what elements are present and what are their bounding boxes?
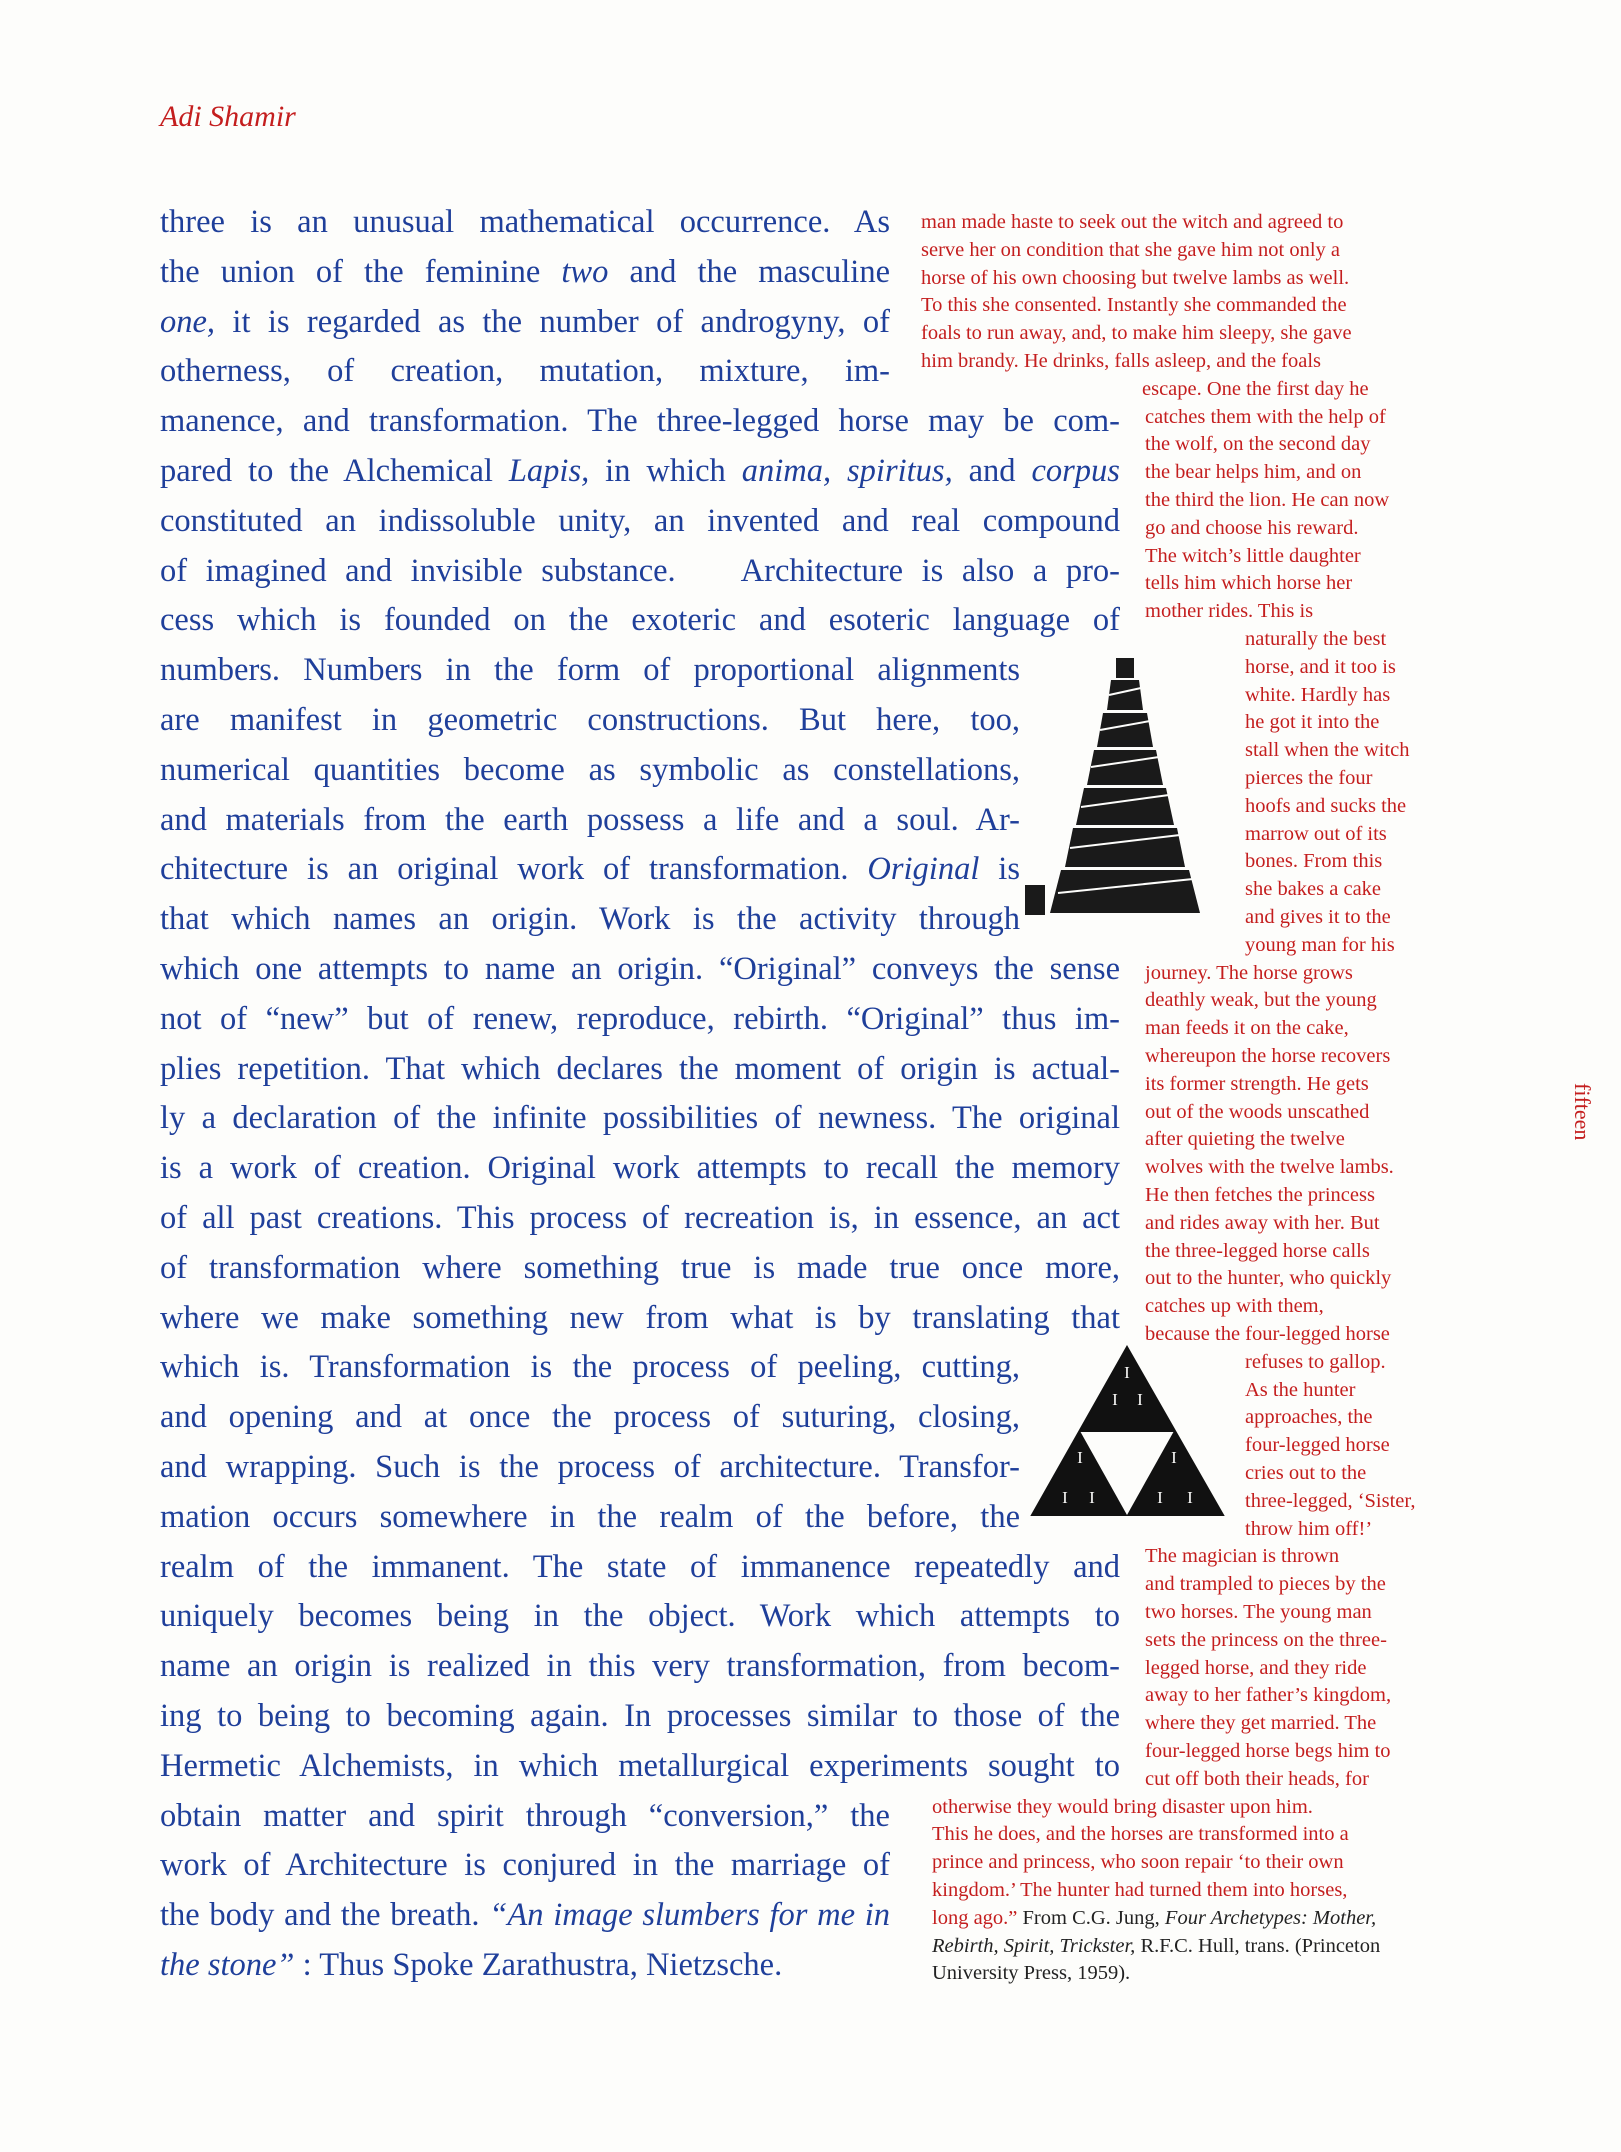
side-text-line: naturally the best — [1245, 628, 1387, 650]
triangle-label: I — [1089, 1488, 1095, 1507]
triangle-label: I — [1077, 1448, 1083, 1467]
main-text-line: numbers. Numbers in the form of proportional alignments — [160, 652, 1020, 689]
side-text-line: marrow out of its — [1245, 822, 1387, 845]
spiral-tower-illustration — [1025, 655, 1225, 925]
main-text-line: of imagined and invisible substance. Architecture is also a pro- — [160, 552, 1120, 589]
side-text-line: and trampled to pieces by the — [1145, 1573, 1386, 1596]
side-text-line: horse of his own choosing but twelve lambs as well. — [921, 266, 1350, 289]
main-text-line: plies repetition. That which declares the moment of origin is actual- — [160, 1050, 1120, 1087]
side-text-line: out of the woods unscathed — [1145, 1100, 1370, 1123]
triangle-label: I — [1112, 1390, 1118, 1409]
main-text-line: which is. Transformation is the process of peeling, cutting, — [160, 1349, 1020, 1386]
main-text-line: mation occurs somewhere in the realm of the before, the — [160, 1498, 1020, 1535]
side-text-line: University Press, 1959). — [932, 1962, 1131, 1985]
side-text-line: pierces the four — [1245, 767, 1373, 789]
page-label: fifteen — [1570, 1083, 1595, 1141]
main-text-line: the body and the breath. “An image slumbers for me in — [160, 1897, 890, 1934]
side-text-line: man made haste to seek out the witch and agreed to — [921, 211, 1344, 233]
triangle-label: I — [1137, 1390, 1143, 1409]
main-text-line: and opening and at once the process of suturing, closing, — [160, 1399, 1020, 1436]
side-text-line: man feeds it on the cake, — [1145, 1017, 1349, 1040]
side-text-line: four-legged horse — [1245, 1434, 1390, 1457]
side-text-line: journey. The horse grows — [1145, 961, 1353, 984]
main-text-line: is a work of creation. Original work attempts to recall the memory — [160, 1150, 1120, 1187]
triangle-label: I — [1187, 1488, 1193, 1507]
side-text-line: where they get married. The — [1145, 1712, 1377, 1735]
side-text-line: young man for his — [1245, 933, 1395, 956]
side-text-line: after quieting the twelve — [1145, 1128, 1345, 1151]
side-text-line: she bakes a cake — [1245, 878, 1382, 901]
side-text-line: deathly weak, but the young — [1145, 989, 1377, 1012]
side-text-line: catches them with the help of — [1145, 405, 1386, 428]
side-text-line: him brandy. He drinks, falls asleep, and the foals — [921, 350, 1322, 372]
main-text-line: of transformation where something true is made true once more, — [160, 1249, 1120, 1286]
main-text-line: of all past creations. This process of recreation is, in essence, an act — [160, 1200, 1120, 1236]
main-text-line: that which names an origin. Work is the activity through — [160, 901, 1020, 938]
main-text-line: ing to being to becoming again. In processes similar to those of the — [160, 1698, 1120, 1734]
main-text-line: chitecture is an original work of transformation. Original is — [160, 851, 1020, 888]
side-text-line: kingdom.’ The hunter had turned them into horses, — [932, 1879, 1348, 1901]
side-text-line: catches up with them, — [1145, 1295, 1324, 1318]
main-text-line: numerical quantities become as symbolic as constellations, — [160, 751, 1020, 788]
main-text-line: are manifest in geometric constructions. But here, too, — [160, 702, 1020, 738]
side-text-line: mother rides. This is — [1145, 600, 1314, 623]
side-text-line: Rebirth, Spirit, Trickster, R.F.C. Hull, trans. (Princeton — [932, 1934, 1381, 1957]
triangle-label: I — [1171, 1448, 1177, 1467]
main-text-line: Hermetic Alchemists, in which metallurgical experiments sought to — [160, 1747, 1120, 1784]
side-text-line: refuses to gallop. — [1245, 1350, 1386, 1373]
side-text-line: To this she consented. Instantly she commanded the — [921, 294, 1347, 317]
side-text-line: The magician is thrown — [1145, 1545, 1340, 1568]
side-text-line: approaches, the — [1245, 1406, 1373, 1429]
side-text-line: bones. From this — [1245, 850, 1383, 873]
side-text-line: escape. One the first day he — [1142, 377, 1369, 400]
main-text-line: obtain matter and spirit through “conversion,” the — [160, 1797, 890, 1834]
triangle-label: I — [1062, 1488, 1068, 1507]
side-text-line: prince and princess, who soon repair ‘to their own — [932, 1851, 1344, 1874]
side-text-line: horse, and it too is — [1245, 655, 1396, 678]
side-text-line: He then fetches the princess — [1145, 1184, 1375, 1206]
main-text-line: one, it is regarded as the number of androgyny, of — [160, 303, 890, 340]
side-text-line: serve her on condition that she gave him not only a — [921, 238, 1341, 261]
side-text-line: cries out to the — [1245, 1462, 1367, 1484]
running-head: Adi Shamir — [160, 100, 296, 133]
main-text-line: ly a declaration of the infinite possibilities of newness. The original — [160, 1100, 1120, 1137]
side-text-line: out to the hunter, who quickly — [1145, 1267, 1392, 1290]
side-text-line: long ago.” From C.G. Jung, Four Archetypes: Mother, — [932, 1906, 1377, 1929]
side-text-line: tells him which horse her — [1145, 572, 1353, 595]
side-text-line: away to her father’s kingdom, — [1145, 1684, 1392, 1707]
side-text-line: sets the princess on the three- — [1145, 1628, 1387, 1651]
main-text-line: the stone” : Thus Spoke Zarathustra, Nietzsche. — [160, 1947, 783, 1983]
side-text-line: stall when the witch — [1245, 739, 1410, 762]
main-text-line: three is an unusual mathematical occurrence. As — [160, 204, 890, 240]
triangle-label: I — [1157, 1488, 1163, 1507]
side-text-line: the third the lion. He can now — [1145, 489, 1390, 511]
side-text-line: the wolf, on the second day — [1145, 433, 1371, 456]
side-text-line: cut off both their heads, for — [1145, 1767, 1369, 1790]
main-text-line: where we make something new from what is by translating that — [160, 1299, 1120, 1336]
side-text-line: the three-legged horse calls — [1145, 1239, 1370, 1262]
main-text-line: name an origin is realized in this very transformation, from becom- — [160, 1648, 1120, 1685]
triangle-label: I — [1124, 1363, 1130, 1382]
side-text-line: wolves with the twelve lambs. — [1145, 1156, 1394, 1179]
side-text-line: The witch’s little daughter — [1145, 544, 1361, 567]
side-text-line: he got it into the — [1245, 711, 1380, 734]
main-text-line: the union of the feminine two and the masculine — [160, 253, 890, 290]
main-text-line: manence, and transformation. The three-legged horse may be com- — [160, 403, 1120, 440]
side-text-line: four-legged horse begs him to — [1145, 1740, 1391, 1762]
main-text-line: which one attempts to name an origin. “Original” conveys the sense — [160, 951, 1120, 987]
side-text-line: two horses. The young man — [1145, 1601, 1372, 1623]
main-text-line: pared to the Alchemical Lapis, in which anima, spiritus, and corpus — [160, 453, 1120, 489]
side-text-line: white. Hardly has — [1245, 683, 1391, 706]
side-text-line: three-legged, ‘Sister, — [1245, 1489, 1416, 1512]
side-text-line: its former strength. He gets — [1145, 1072, 1369, 1095]
side-text-line: and rides away with her. But — [1145, 1211, 1380, 1234]
side-text-line: and gives it to the — [1245, 906, 1391, 928]
side-text-line: As the hunter — [1245, 1378, 1356, 1401]
main-text-line: realm of the immanent. The state of immanence repeatedly and — [160, 1548, 1120, 1585]
triangle-diagram — [1030, 1345, 1225, 1517]
main-text-line: not of “new” but of renew, reproduce, rebirth. “Original” thus im- — [160, 1000, 1120, 1037]
side-text-line: the bear helps him, and on — [1145, 461, 1362, 484]
main-text-line: and wrapping. Such is the process of architecture. Transfor- — [160, 1449, 1020, 1485]
side-text-line: whereupon the horse recovers — [1145, 1045, 1391, 1067]
side-text-line: This he does, and the horses are transformed into a — [932, 1823, 1349, 1846]
main-text-line: and materials from the earth possess a life and a soul. Ar- — [160, 801, 1020, 838]
main-text-line: cess which is founded on the exoteric and esoteric language of — [160, 602, 1120, 639]
side-text-line: foals to run away, and, to make him sleepy, she gave — [921, 322, 1352, 345]
side-text-line: otherwise they would bring disaster upon him. — [932, 1795, 1313, 1818]
side-text-line: go and choose his reward. — [1145, 516, 1359, 539]
main-text-line: otherness, of creation, mutation, mixture, im- — [160, 353, 890, 390]
main-text-line: work of Architecture is conjured in the marriage of — [160, 1847, 890, 1884]
side-text-line: legged horse, and they ride — [1145, 1656, 1367, 1679]
side-text-line: hoofs and sucks the — [1245, 794, 1407, 817]
side-text-line: because the four-legged horse — [1145, 1323, 1390, 1345]
main-text-line: uniquely becomes being in the object. Work which attempts to — [160, 1598, 1120, 1635]
side-text-line: throw him off!’ — [1245, 1517, 1373, 1540]
main-text-line: constituted an indissoluble unity, an invented and real compound — [160, 502, 1120, 539]
